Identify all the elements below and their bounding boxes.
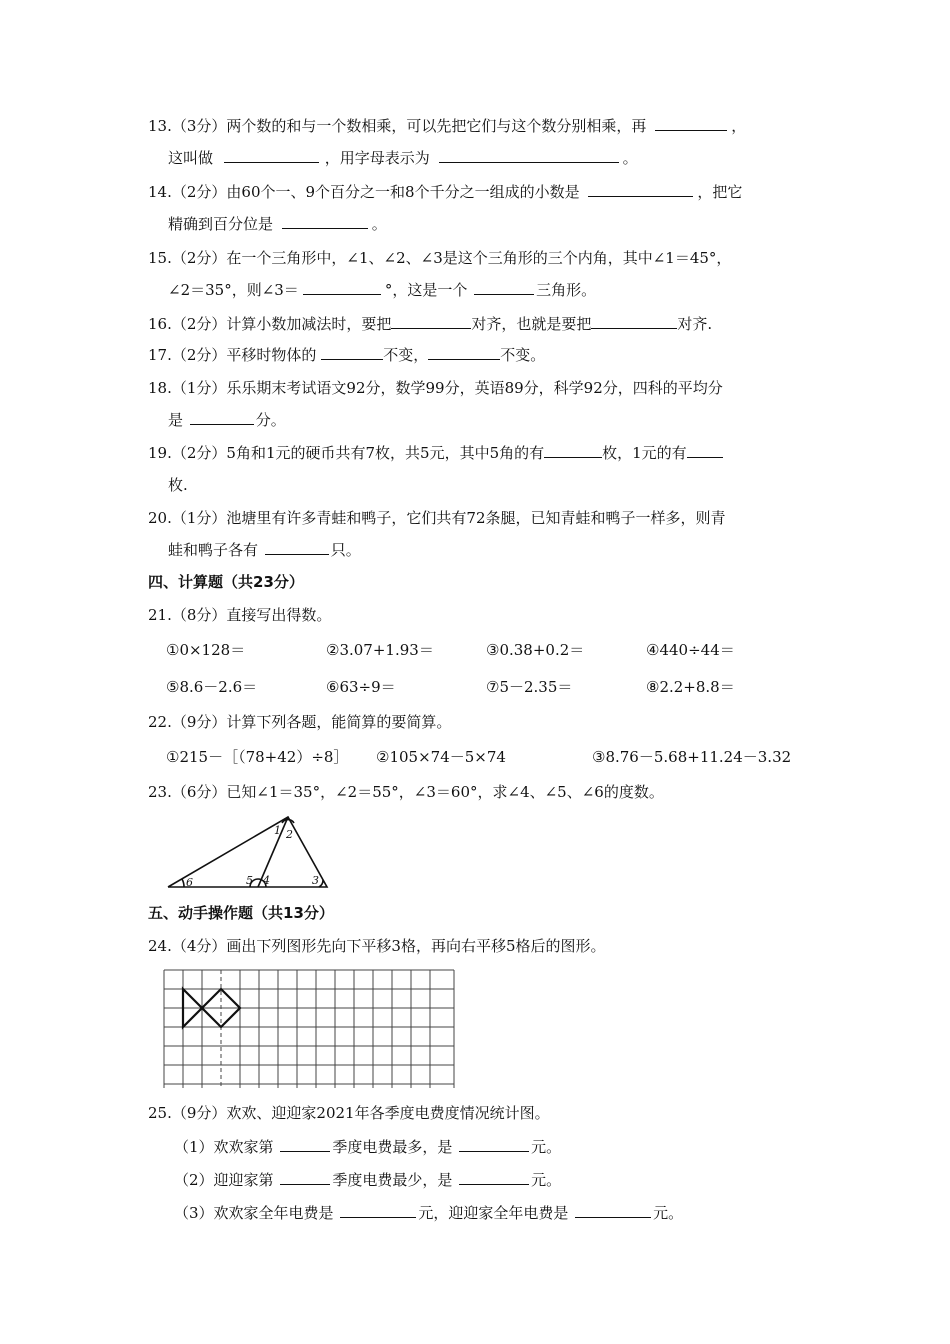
angle-label-3: 3 <box>312 874 319 887</box>
q18-text: 18.（1分）乐乐期末考试语文92分，数学99分，英语89分，科学92分，四科的平均分 <box>148 379 723 397</box>
q18-line2 <box>168 409 286 431</box>
q15-line1 <box>148 247 731 269</box>
q25-s2-blank-1[interactable] <box>280 1169 330 1185</box>
q14-text-c: 精确到百分位是 <box>168 215 274 233</box>
q25-s3-text-c: 元。 <box>653 1204 684 1222</box>
q25-s2-blank-2[interactable] <box>459 1169 529 1185</box>
q21-item-2: ②3.07+1.93＝ <box>326 641 434 659</box>
translation-grid <box>162 968 458 1090</box>
q13-blank-2[interactable] <box>224 147 319 163</box>
q25-s1-blank-1[interactable] <box>280 1136 330 1152</box>
q13-blank-3[interactable] <box>439 147 619 163</box>
q18-text-c: 分。 <box>255 411 286 429</box>
q19-text: 19.（2分）5角和1元的硬币共有7枚，共5元，其中5角的有 <box>148 444 545 462</box>
q15-text-b: ∠2＝35°，则∠3＝ <box>168 281 299 299</box>
q24-title: 24.（4分）画出下列图形先向下平移3格，再向右平移5格后的图形。 <box>148 937 606 955</box>
angle-label-2: 2 <box>286 828 293 841</box>
q15-blank-1[interactable] <box>303 279 381 295</box>
q16-line <box>148 313 712 335</box>
q22-title: 22.（9分）计算下列各题，能简算的要简算。 <box>148 713 452 731</box>
angle-arc-top <box>282 820 294 823</box>
q23-title: 23.（6分）已知∠1＝35°，∠2＝55°，∠3＝60°，求∠4、∠5、∠6的度数。 <box>148 783 664 801</box>
angle-label-6: 6 <box>186 876 193 889</box>
q13-text-e: 。 <box>622 149 638 167</box>
q15-text-c: °，这是一个 <box>384 281 468 299</box>
q25-s1-text-c: 元。 <box>531 1138 562 1156</box>
q25-title: 25.（9分）欢欢、迎迎家2021年各季度电费度情况统计图。 <box>148 1104 550 1122</box>
q25-s3-blank-2[interactable] <box>575 1202 651 1218</box>
q19-blank-1[interactable] <box>544 442 602 458</box>
q25-s3-blank-1[interactable] <box>340 1202 416 1218</box>
q25-s2-text-c: 元。 <box>531 1171 562 1189</box>
q17-text-b: 不变， <box>383 346 429 364</box>
angle-label-1: 1 <box>274 824 281 837</box>
q15-text: 15.（2分）在一个三角形中，∠1、∠2、∠3是这个三角形的三个内角，其中∠1＝45°， <box>148 249 732 267</box>
q21-item-5: ⑤8.6－2.6＝ <box>166 678 258 696</box>
q22-item-3: ③8.76－5.68+11.24－3.32 <box>592 748 792 766</box>
q20-line1 <box>148 507 726 529</box>
q25-s2-text-b: 季度电费最少，是 <box>332 1171 453 1189</box>
q20-blank-1[interactable] <box>265 539 329 555</box>
q21-item-4: ④440÷44＝ <box>646 641 735 659</box>
q25-s3-text-b: 元，迎迎家全年电费是 <box>418 1204 569 1222</box>
q25-sub-1 <box>174 1136 561 1158</box>
q25-sub-2 <box>174 1169 561 1191</box>
q17-text-c: 不变。 <box>500 346 546 364</box>
q13-line2 <box>168 147 638 169</box>
angle-arc-right <box>319 880 323 887</box>
q21-title: 21.（8分）直接写出得数。 <box>148 606 332 624</box>
q22-item-2: ②105×74－5×74 <box>376 748 506 766</box>
q18-text-b: 是 <box>168 411 184 429</box>
q25-s2-text: （2）迎迎家第 <box>174 1171 274 1189</box>
q21-item-7: ⑦5－2.35＝ <box>486 678 573 696</box>
q16-text: 16.（2分）计算小数加减法时，要把 <box>148 315 392 333</box>
q19-blank-2[interactable] <box>687 442 723 458</box>
q18-blank-1[interactable] <box>190 409 254 425</box>
q14-line1 <box>148 181 742 203</box>
q14-text-d: 。 <box>371 215 387 233</box>
q21-item-8: ⑧2.2+8.8＝ <box>646 678 735 696</box>
q17-blank-2[interactable] <box>428 344 500 360</box>
q25-s1-blank-2[interactable] <box>459 1136 529 1152</box>
angle-label-4: 4 <box>263 874 270 887</box>
triangle-figure <box>166 812 336 892</box>
q14-text: 14.（2分）由60个一、9个百分之一和8个千分之一组成的小数是 <box>148 183 580 201</box>
q13-line1 <box>148 115 746 137</box>
q13-text-c: 这叫做 <box>168 149 214 167</box>
angle-label-5: 5 <box>246 874 253 887</box>
q21-item-1: ①0×128＝ <box>166 641 246 659</box>
q21-item-6: ⑥63÷9＝ <box>326 678 396 696</box>
q19-text-c: 枚. <box>168 476 188 494</box>
q19-line2 <box>168 474 188 496</box>
angle-arc-left <box>182 879 184 887</box>
q15-blank-2[interactable] <box>474 279 534 295</box>
q22-item-1: ①215－［（78+42）÷8］ <box>166 748 349 766</box>
q25-sub-3 <box>174 1202 683 1224</box>
q15-text-d: 三角形。 <box>536 281 597 299</box>
q20-line2 <box>168 539 361 561</box>
q13-blank-1[interactable] <box>655 115 727 131</box>
q17-text: 17.（2分）平移时物体的 <box>148 346 317 364</box>
q20-text-c: 只。 <box>330 541 361 559</box>
q13-text-d: ，用字母表示为 <box>324 149 430 167</box>
q14-blank-1[interactable] <box>588 181 693 197</box>
q16-blank-2[interactable] <box>591 313 677 329</box>
section-4-heading: 四、计算题（共23分） <box>148 573 304 591</box>
q19-line1 <box>148 442 723 464</box>
q16-blank-1[interactable] <box>391 313 471 329</box>
q14-line2 <box>168 213 387 235</box>
q20-text-b: 蛙和鸭子各有 <box>168 541 259 559</box>
q16-text-c: 对齐. <box>677 315 713 333</box>
q14-text-b: ，把它 <box>697 183 743 201</box>
q17-line <box>148 344 545 366</box>
q18-line1 <box>148 377 723 399</box>
q25-s1-text-b: 季度电费最多，是 <box>332 1138 453 1156</box>
q13-text: 13.（3分）两个数的和与一个数相乘，可以先把它们与这个数分别相乘，再 <box>148 117 647 135</box>
q17-blank-1[interactable] <box>321 344 383 360</box>
q25-s3-text: （3）欢欢家全年电费是 <box>174 1204 334 1222</box>
q19-text-b: 枚，1元的有 <box>602 444 687 462</box>
q14-blank-2[interactable] <box>282 213 368 229</box>
section-5-heading: 五、动手操作题（共13分） <box>148 904 334 922</box>
q13-text-b: ， <box>731 117 747 135</box>
q16-text-b: 对齐，也就是要把 <box>471 315 592 333</box>
q25-s1-text: （1）欢欢家第 <box>174 1138 274 1156</box>
q15-line2 <box>168 279 596 301</box>
q21-item-3: ③0.38+0.2＝ <box>486 641 585 659</box>
q20-text: 20.（1分）池塘里有许多青蛙和鸭子，它们共有72条腿，已知青蛙和鸭子一样多，则青 <box>148 509 726 527</box>
